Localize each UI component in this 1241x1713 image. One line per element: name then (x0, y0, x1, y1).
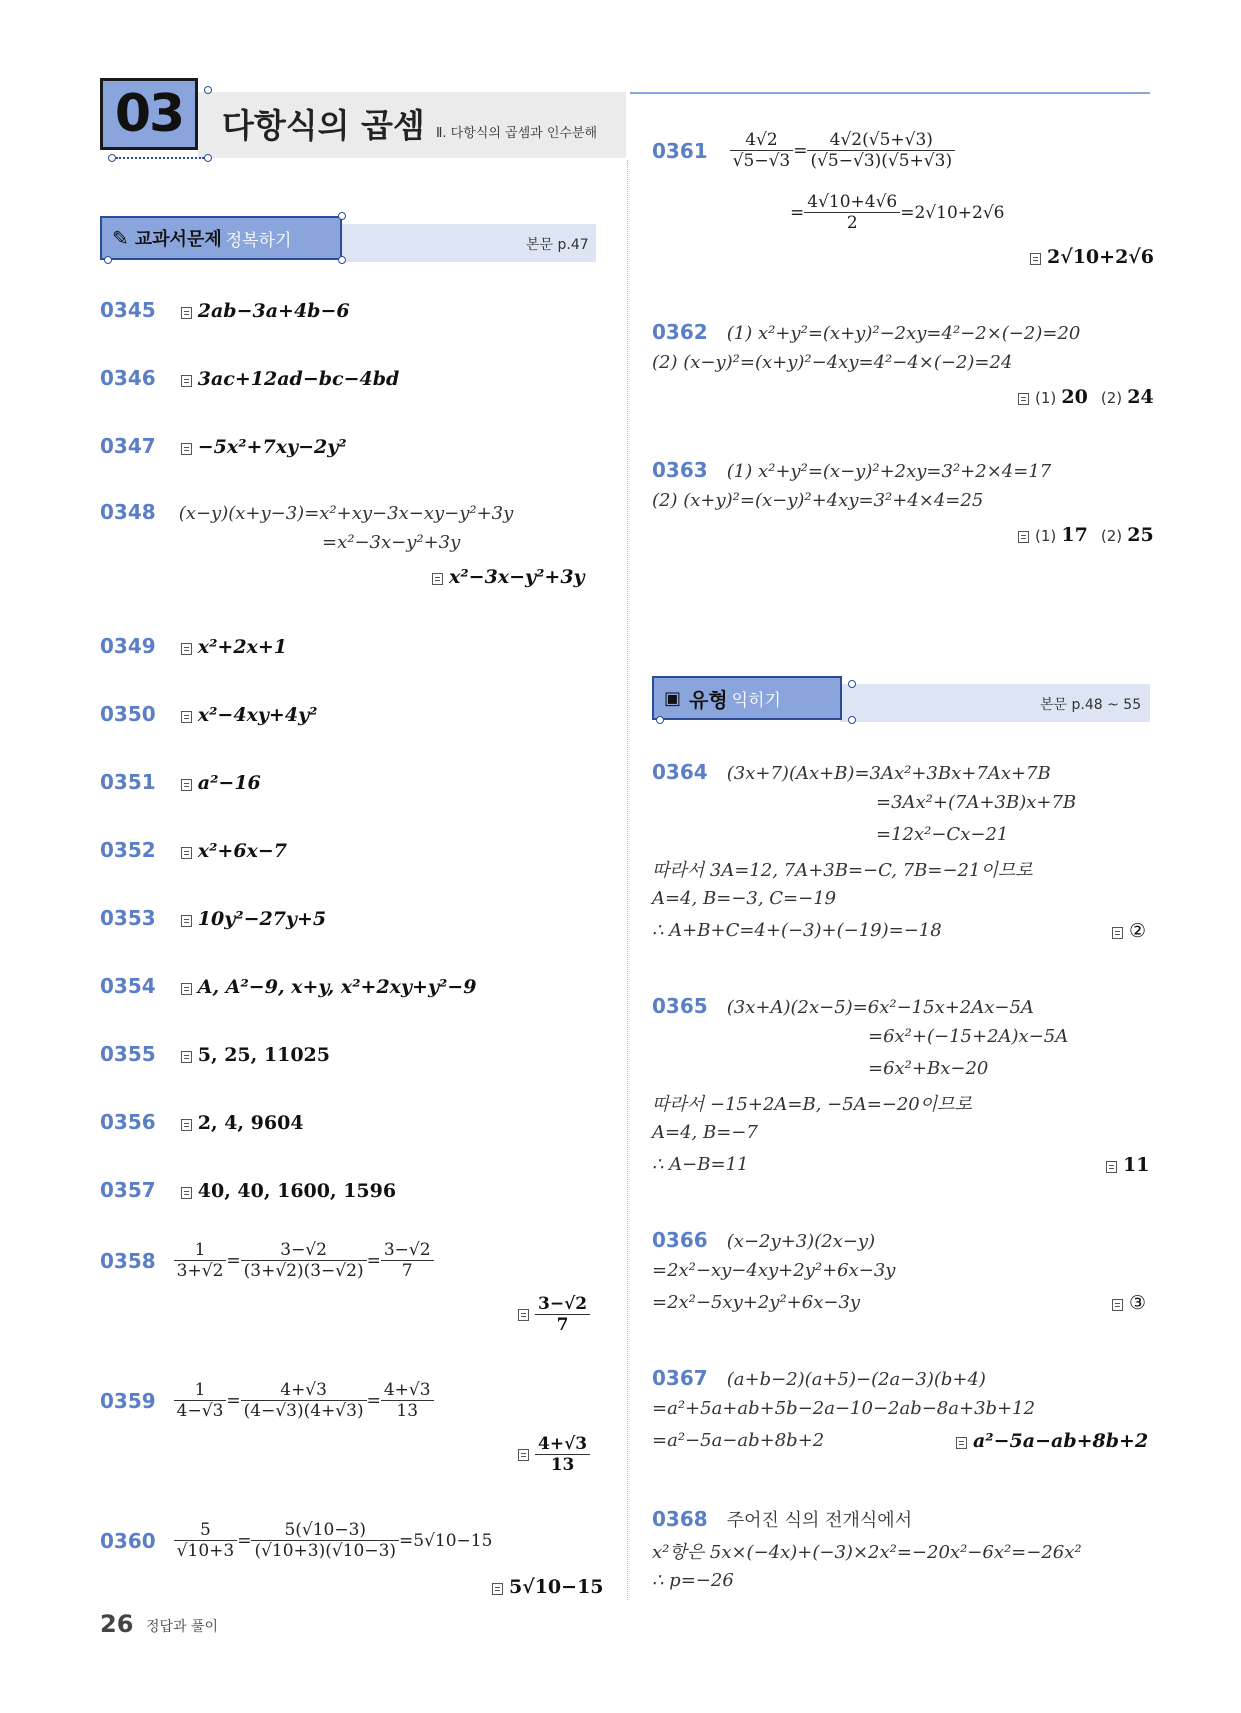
page-reference: 본문 p.47 (526, 237, 589, 253)
problem-number: 0368 (652, 1507, 708, 1531)
denominator: 2 (846, 213, 858, 233)
answer-icon (518, 1309, 529, 1321)
solution-line: A=4, B=−7 (652, 1122, 758, 1143)
numerator: 5 (174, 1520, 238, 1541)
solution-line: (3x+7)(Ax+B)=3Ax²+3Bx+7Ax+7B (726, 763, 1051, 784)
answer: 2ab−3a+4b−6 (197, 300, 350, 322)
header-rule (630, 92, 1150, 94)
footer-label: 정답과 풀이 (146, 1619, 219, 1635)
numerator: 4+√3 (241, 1380, 367, 1401)
section-label-bold: 유형 (689, 687, 728, 712)
problem-0353 (100, 906, 326, 930)
answer-0360 (492, 1576, 604, 1598)
problem-number: 0364 (652, 760, 708, 784)
solution-line: ∴ A−B=11 (652, 1154, 749, 1175)
numerator: 4√2 (730, 130, 794, 151)
answer-icon (181, 915, 192, 927)
solution-line: (1) x²+y²=(x−y)²+2xy=3²+2×4=17 (726, 461, 1052, 482)
numerator: 4+√3 (381, 1380, 434, 1401)
solution-line: (2) (x−y)²=(x+y)²−4xy=4²−4×(−2)=24 (652, 352, 1013, 373)
solution-line: ∴ p=−26 (652, 1570, 734, 1591)
problem-0349 (100, 634, 287, 658)
numerator: 3−√2 (535, 1294, 590, 1315)
answer: 11 (1123, 1154, 1150, 1176)
problem-number: 0362 (652, 320, 708, 344)
fraction (381, 1240, 434, 1281)
problem-0356 (100, 1110, 304, 1134)
answer: A, A²−9, x+y, x²+2xy+y²−9 (197, 976, 477, 998)
answer-icon (1030, 253, 1041, 265)
answer-0359 (518, 1434, 590, 1475)
numerator: 5(√10−3) (251, 1520, 399, 1541)
fraction (174, 1520, 238, 1561)
section-label-light: 정복하기 (225, 230, 292, 251)
problem-number: 0354 (100, 974, 156, 998)
solution-line: =6x²+(−15+2A)x−5A (868, 1026, 1069, 1047)
solution-line: (x−2y+3)(2x−y) (726, 1231, 876, 1252)
answer-fraction (535, 1294, 590, 1335)
answer: 20 (1061, 386, 1088, 408)
section-label-bold: 교과서문제 (134, 229, 222, 250)
answer-0367 (956, 1430, 1148, 1452)
answer-icon (181, 375, 192, 387)
denominator: 3+√2 (176, 1261, 224, 1281)
solution-line: (1) x²+y²=(x+y)²−2xy=4²−2×(−2)=20 (726, 323, 1081, 344)
answer-icon (518, 1449, 529, 1461)
answer-icon (181, 643, 192, 655)
numerator: 4√2(√5+√3) (807, 130, 955, 151)
problem-0345 (100, 298, 350, 322)
problem-0352 (100, 838, 287, 862)
solution-line: =a²+5a+ab+5b−2a−10−2ab−8a+3b+12 (652, 1398, 1036, 1419)
problem-number: 0363 (652, 458, 708, 482)
notebook-icon: ▣ (664, 687, 682, 709)
problem-0358: 0358 $\frac{1}{3+√2}$ = $\frac{3-√2}{(3+√2)(3-√2)}$ = $\frac{3-√2}{7}$ (100, 1240, 434, 1281)
decor-dot (848, 680, 856, 688)
answer: 10y²−27y+5 (197, 908, 327, 930)
decor-dot (848, 716, 856, 724)
fraction (804, 192, 900, 233)
answer-icon (956, 1437, 967, 1449)
section-label-light: 익히기 (731, 690, 781, 711)
problem-number: 0361 (652, 138, 708, 163)
answer: x²+2x+1 (197, 636, 288, 658)
chapter-subtitle: Ⅱ. 다항식의 곱셈과 인수분해 (436, 126, 598, 141)
problem-0348 (100, 500, 513, 524)
answer: 40, 40, 1600, 1596 (197, 1180, 397, 1202)
answer: 25 (1127, 524, 1154, 546)
solution-line: 따라서 −15+2A=B, −5A=−20이므로 (652, 1094, 972, 1115)
answer: 3ac+12ad−bc−4bd (197, 368, 400, 390)
problem-number: 0367 (652, 1366, 708, 1390)
chapter-number: 03 (114, 84, 184, 144)
answer-icon (181, 1051, 192, 1063)
solution-line: =6x²+Bx−20 (868, 1058, 989, 1079)
solution-line: ∴ A+B+C=4+(−3)+(−19)=−18 (652, 920, 942, 941)
problem-number: 0350 (100, 702, 156, 726)
solution-line: =12x²−Cx−21 (876, 824, 1009, 845)
problem-number: 0347 (100, 434, 156, 458)
answer: x²−4xy+4y² (197, 704, 318, 726)
solution-line: =x²−3x−y²+3y (322, 532, 461, 553)
answer-0364 (1112, 920, 1146, 942)
chapter-title: 다항식의 곱셈 (222, 106, 425, 145)
numerator: 4√10+4√6 (804, 192, 900, 213)
answer-icon (181, 307, 192, 319)
answer: 2√10+2√6 (1047, 246, 1154, 268)
answer-0362 (1018, 386, 1154, 408)
problem-number: 0355 (100, 1042, 156, 1066)
solution-line: x²항은 5x×(−4x)+(−3)×2x²=−20x²−6x²=−26x² (652, 1542, 1082, 1563)
answer-0358 (518, 1294, 590, 1335)
decor-dot (204, 154, 212, 162)
problem-number: 0358 (100, 1248, 156, 1273)
problem-number: 0348 (100, 500, 156, 524)
answer-icon (1018, 393, 1029, 405)
answer: ③ (1129, 1292, 1147, 1314)
problem-0367 (652, 1366, 986, 1390)
answer-fraction (535, 1434, 590, 1475)
denominator: 13 (550, 1455, 575, 1475)
answer-0366 (1112, 1292, 1146, 1314)
problem-number: 0352 (100, 838, 156, 862)
answer-icon (1106, 1161, 1117, 1173)
solution-line: 따라서 3A=12, 7A+3B=−C, 7B=−21이므로 (652, 860, 1033, 881)
decor-dot (104, 256, 112, 264)
solution-line: (3x+A)(2x−5)=6x²−15x+2Ax−5A (726, 997, 1034, 1018)
fraction (241, 1240, 367, 1281)
problem-number: 0349 (100, 634, 156, 658)
denominator: (3+√2)(3−√2) (243, 1261, 364, 1281)
problem-number: 0346 (100, 366, 156, 390)
problem-number: 0366 (652, 1228, 708, 1252)
problem-number: 0359 (100, 1388, 156, 1413)
answer-icon (181, 779, 192, 791)
answer-icon (1112, 1299, 1123, 1311)
problem-0354 (100, 974, 476, 998)
answer: 24 (1127, 386, 1154, 408)
page-reference: 본문 p.48 ~ 55 (1040, 697, 1142, 713)
answer: −5x²+7xy−2y² (197, 436, 347, 458)
solution-line: (2) (x+y)²=(x−y)²+4xy=3²+4×4=25 (652, 490, 984, 511)
problem-0361: 0361 $\frac{4√2}{√5-√3}$ = $\frac{4√2(√5+√3)}{(√5-√3)(√5+√3)}$ (652, 130, 955, 171)
page-number: 26 (100, 1610, 134, 1638)
answer: ② (1129, 920, 1147, 942)
answer-icon (181, 847, 192, 859)
answer-icon (432, 573, 443, 585)
problem-0355 (100, 1042, 330, 1066)
problem-number: 0356 (100, 1110, 156, 1134)
solution-text: =5√10−15 (399, 1530, 493, 1551)
problem-0362 (652, 320, 1080, 344)
solution-text: =2√10+2√6 (900, 202, 1005, 223)
numerator: 3−√2 (381, 1240, 434, 1261)
problem-0361-step: = $\frac{4√10+4√6}{2}$ =2√10+2√6 (790, 192, 1005, 233)
answer-icon (492, 1583, 503, 1595)
decor-dot (108, 154, 116, 162)
answer: 2, 4, 9604 (197, 1112, 304, 1134)
fraction (730, 130, 794, 171)
fraction (807, 130, 955, 171)
answer-label: (1) (1035, 389, 1057, 407)
solution-line: =3Ax²+(7A+3B)x+7B (876, 792, 1077, 813)
denominator: √10+3 (176, 1541, 235, 1561)
answer: a²−5a−ab+8b+2 (973, 1430, 1149, 1452)
answer-icon (1112, 927, 1123, 939)
answer-icon (181, 983, 192, 995)
fraction (241, 1380, 367, 1421)
denominator: √5−√3 (732, 151, 791, 171)
problem-number: 0357 (100, 1178, 156, 1202)
problem-number: 0365 (652, 994, 708, 1018)
solution-line: 주어진 식의 전개식에서 (726, 1510, 913, 1531)
solution-line: =a²−5a−ab+8b+2 (652, 1430, 825, 1451)
problem-number: 0351 (100, 770, 156, 794)
problem-0359: 0359 $\frac{1}{4-√3}$ = $\frac{4+√3}{(4-√3)(4+√3)}$ = $\frac{4+√3}{13}$ (100, 1380, 434, 1421)
denominator: 7 (401, 1261, 413, 1281)
solution-line: (a+b−2)(a+5)−(2a−3)(b+4) (726, 1369, 986, 1390)
answer-0361 (1030, 246, 1154, 268)
problem-0347 (100, 434, 347, 458)
section-label-textbook (100, 216, 342, 260)
numerator: 3−√2 (241, 1240, 367, 1261)
denominator: (√5−√3)(√5+√3) (810, 151, 953, 171)
problem-number: 0345 (100, 298, 156, 322)
answer: 17 (1061, 524, 1088, 546)
numerator: 4+√3 (535, 1434, 590, 1455)
answer-label: (1) (1035, 527, 1057, 545)
answer-label: (2) (1100, 527, 1123, 545)
problem-0363 (652, 458, 1051, 482)
fraction (174, 1380, 227, 1421)
answer-0348 (432, 566, 585, 588)
column-divider (627, 160, 628, 1600)
answer: x²+6x−7 (197, 840, 288, 862)
fraction (174, 1240, 227, 1281)
answer: 5√10−15 (509, 1576, 604, 1598)
problem-0346 (100, 366, 399, 390)
decor-dot (338, 212, 346, 220)
solution-line: (x−y)(x+y−3)=x²+xy−3x−xy−y²+3y (178, 503, 514, 524)
problem-0368 (652, 1506, 912, 1532)
answer-0365 (1106, 1154, 1149, 1176)
denominator: 4−√3 (176, 1401, 224, 1421)
answer-icon (181, 711, 192, 723)
solution-line: =2x²−5xy+2y²+6x−3y (652, 1292, 861, 1313)
answer-0363 (1018, 524, 1154, 546)
problem-0357 (100, 1178, 396, 1202)
denominator: 7 (556, 1315, 569, 1335)
fraction (381, 1380, 434, 1421)
solution-line: A=4, B=−3, C=−19 (652, 888, 837, 909)
chapter-number-box (100, 78, 198, 150)
numerator: 1 (174, 1240, 227, 1261)
denominator: (4−√3)(4+√3) (243, 1401, 364, 1421)
problem-0364 (652, 760, 1051, 784)
answer-icon (181, 1187, 192, 1199)
decor-dot (204, 86, 212, 94)
problem-0365 (652, 994, 1034, 1018)
problem-0366 (652, 1228, 875, 1252)
problem-number: 0360 (100, 1528, 156, 1553)
answer-label: (2) (1100, 389, 1123, 407)
problem-0351 (100, 770, 261, 794)
problem-0350 (100, 702, 317, 726)
fraction (251, 1520, 399, 1561)
answer: x²−3x−y²+3y (449, 566, 585, 588)
answer: a²−16 (197, 772, 261, 794)
answer-icon (181, 443, 192, 455)
denominator: 13 (396, 1401, 419, 1421)
section-label-types (652, 676, 842, 720)
answer-icon (1018, 531, 1029, 543)
answer: 5, 25, 11025 (197, 1044, 330, 1066)
problem-0360: 0360 $\frac{5}{√10+3}$ = $\frac{5(√10-3)}{(√10+3)(√10-3)}$ =5√10−15 (100, 1520, 493, 1561)
decor-dotted-line (116, 157, 204, 159)
problem-number: 0353 (100, 906, 156, 930)
answer-icon (181, 1119, 192, 1131)
decor-dot (656, 716, 664, 724)
denominator: (√10+3)(√10−3) (254, 1541, 397, 1561)
numerator: 1 (174, 1380, 227, 1401)
solution-line: =2x²−xy−4xy+2y²+6x−3y (652, 1260, 896, 1281)
pencil-icon: ✎ (112, 226, 129, 250)
decor-dot (338, 256, 346, 264)
